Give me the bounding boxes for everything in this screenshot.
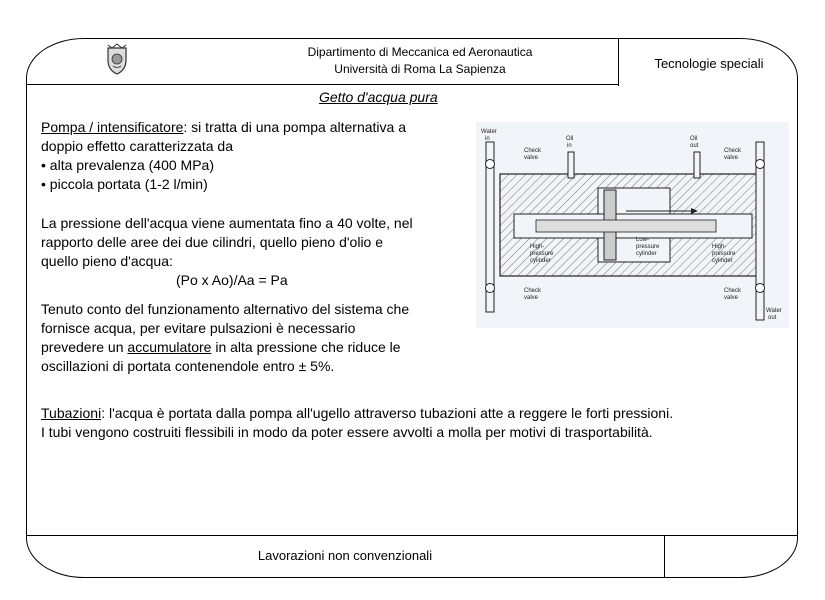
label-check-valve-top-right: Check valve — [724, 148, 742, 161]
label-high-pressure-right: High-pressure cylinder — [712, 244, 736, 264]
footer-label: Lavorazioni non convenzionali — [257, 548, 433, 563]
tubing-line-1-rest: : l'acqua è portata dalla pompa all'ugello attraverso tubazioni atte a reggere le forti pressioni. — [101, 405, 674, 421]
label-water-out: Water out — [766, 308, 782, 321]
pump-line-1-rest: : si tratta di una pompa alternativa a — [183, 119, 406, 135]
label-check-valve-top-left: Check valve — [524, 148, 542, 161]
accumulator-term: accumulatore — [127, 339, 212, 355]
label-check-valve-bottom-left: Check valve — [524, 288, 542, 301]
slide-title: Getto d'acqua pura — [319, 89, 438, 105]
pump-term: Pompa / intensificatore — [41, 119, 184, 135]
pressure-line-2: rapporto delle aree dei due cilindri, quello pieno d'olio e — [41, 234, 384, 250]
course-title: Tecnologie speciali — [654, 56, 764, 71]
university-seal-logo — [104, 42, 130, 76]
footer-divider — [26, 535, 798, 536]
pressure-line-3: quello pieno d'acqua: — [41, 253, 173, 269]
footer-separator — [664, 535, 665, 578]
accumulator-line-3-before: prevedere un — [41, 339, 128, 355]
oil-in-port — [568, 152, 574, 178]
tubing-line-1 — [41, 404, 673, 423]
label-water-in: Water in — [481, 129, 497, 142]
pump-bullet-1: • alta prevalenza (400 MPa) — [41, 157, 214, 173]
check-valve-bottom-left — [486, 284, 495, 293]
pump-bullet-2: • piccola portata (1-2 l/min) — [41, 176, 208, 192]
pump-line-1 — [41, 118, 406, 137]
check-valve-bottom-right — [756, 284, 765, 293]
accumulator-line-2: fornisce acqua, per evitare pulsazioni è necessario — [41, 320, 356, 336]
accumulator-line-3 — [41, 338, 401, 357]
tubing-term: Tubazioni — [41, 405, 102, 421]
label-oil-out: Oil out — [690, 136, 699, 149]
oil-out-port — [694, 152, 700, 178]
check-valve-top-left — [486, 160, 495, 169]
accumulator-line-4: oscillazioni di portata contenendole entro ± 5%. — [41, 358, 335, 374]
accumulator-line-3-after: in alta pressione che riduce le — [211, 339, 401, 355]
pressure-line-1: La pressione dell'acqua viene aumentata fino a 40 volte, nel — [41, 215, 413, 231]
label-check-valve-bottom-right: Check valve — [724, 288, 742, 301]
label-low-pressure: Low-pressure cylinder — [636, 237, 660, 257]
check-valve-top-right — [756, 160, 765, 169]
header-department: Dipartimento di Meccanica ed Aeronautica — [307, 45, 533, 59]
pressure-formula: (Po x Ao)/Aa = Pa — [176, 272, 288, 288]
pump-line-2: doppio effetto caratterizzata da — [41, 138, 233, 154]
label-high-pressure-left: High-pressure cylinder — [530, 244, 554, 264]
plunger-rod — [536, 220, 716, 232]
label-oil-in: Oil in — [566, 136, 574, 149]
header-university: Università di Roma La Sapienza — [334, 62, 506, 76]
tubing-line-2: I tubi vengono costruiti flessibili in modo da poter essere avvolti a molla per motivi di trasportabilità. — [41, 424, 653, 440]
accumulator-line-1: Tenuto conto del funzionamento alternativo del sistema che — [41, 301, 410, 317]
header-divider — [26, 84, 618, 85]
header-separator — [618, 38, 619, 86]
intensifier-diagram — [476, 122, 789, 328]
